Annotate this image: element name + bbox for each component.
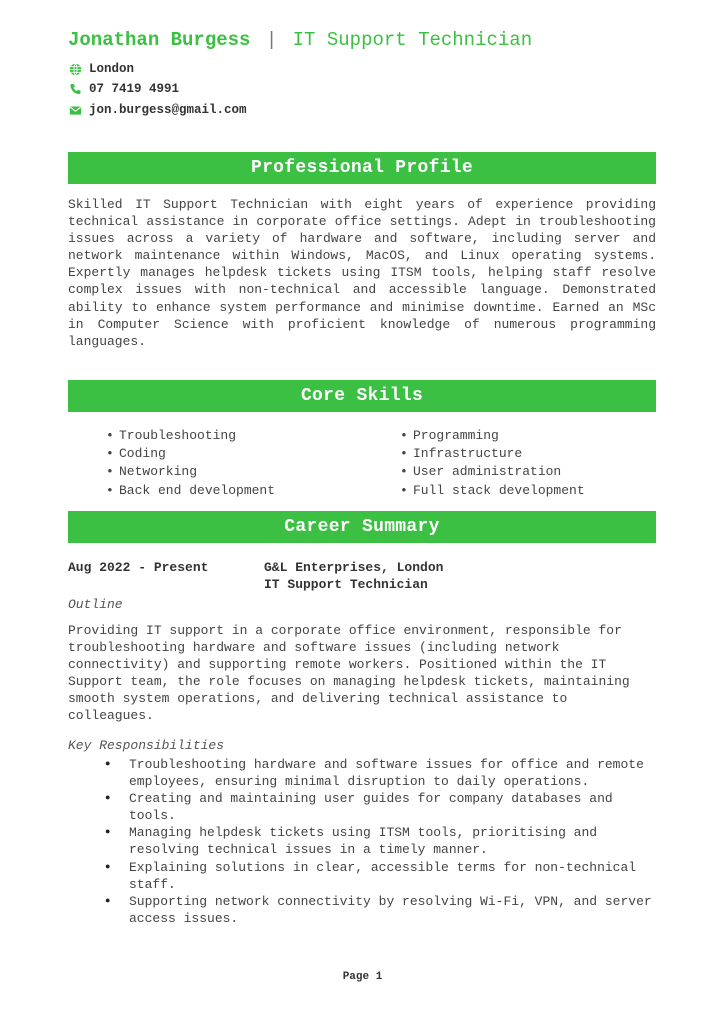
phone-icon xyxy=(68,82,82,96)
responsibilities-list xyxy=(105,756,665,927)
job-dates: Aug 2022 - Present xyxy=(68,560,209,575)
header-separator: | xyxy=(265,29,278,51)
outline-heading: Outline xyxy=(68,597,123,612)
page-number: Page 1 xyxy=(342,971,383,983)
responsibility-item: ● Supporting network connectivity by resolving Wi-Fi, VPN, and server access issues. xyxy=(105,893,665,927)
skill-item: • Coding xyxy=(106,445,275,463)
responsibility-item: ● Troubleshooting hardware and software issues for office and remote employees, ensuring minimal disruption to daily operations. xyxy=(105,756,665,790)
contact-phone xyxy=(68,81,179,97)
career-summary-heading: Career Summary xyxy=(68,511,656,543)
skill-item: • Networking xyxy=(106,463,275,481)
responsibility-item: ● Creating and maintaining user guides for company databases and tools. xyxy=(105,790,665,824)
skill-item: • Infrastructure xyxy=(400,445,585,463)
skills-column-right xyxy=(400,427,585,500)
responsibility-item: ● Managing helpdesk tickets using ITSM tools, prioritising and resolving technical issues in a timely manner. xyxy=(105,824,665,858)
skill-item: • Programming xyxy=(400,427,585,445)
candidate-name: Jonathan Burgess xyxy=(68,29,251,51)
job-role: IT Support Technician xyxy=(264,577,428,592)
skill-item: • Back end development xyxy=(106,482,275,500)
skill-item: • Troubleshooting xyxy=(106,427,275,445)
job-company: G&L Enterprises, London xyxy=(264,560,444,575)
globe-icon xyxy=(68,62,82,76)
contact-location xyxy=(68,61,134,77)
phone-text: 07 7419 4991 xyxy=(89,82,180,96)
skill-item: • Full stack development xyxy=(400,482,585,500)
professional-profile-heading: Professional Profile xyxy=(68,152,656,184)
responsibility-item: ● Explaining solutions in clear, accessible terms for non-technical staff. xyxy=(105,859,665,893)
skills-column-left xyxy=(106,427,275,500)
candidate-job-title: IT Support Technician xyxy=(292,29,533,51)
envelope-icon xyxy=(68,103,82,117)
key-responsibilities-heading: Key Responsibilities xyxy=(68,738,225,753)
job-outline: Providing IT support in a corporate office environment, responsible for troubleshooting hardware and software issues (including network connectivity) and supporting remote workers. Positioned within the IT Support team, the role focuses on managing helpdesk tickets, maintaining smooth system operations, and delivering technical assistance to colleagues. xyxy=(68,623,630,724)
location-text: London xyxy=(89,62,135,76)
email-text[interactable]: jon.burgess@gmail.com xyxy=(89,103,247,117)
core-skills-heading: Core Skills xyxy=(68,380,656,412)
resume-header xyxy=(68,28,532,52)
skill-item: • User administration xyxy=(400,463,585,481)
profile-summary: Skilled IT Support Technician with eight years of experience providing technical assistance in corporate office settings. Adept in troubleshooting issues across a variety of hardware and software, including server and network maintenance within Windows, MacOS, and Linux operating systems. Expertly manages helpdesk tickets using ITSM tools, helping staff resolve complex issues with non-technical and accessible language. Demonstrated ability to enhance system performance and minimise downtime. Earned an MSc in Computer Science with proficient knowledge of numerous programming languages. xyxy=(68,197,656,349)
contact-email[interactable] xyxy=(68,102,247,118)
